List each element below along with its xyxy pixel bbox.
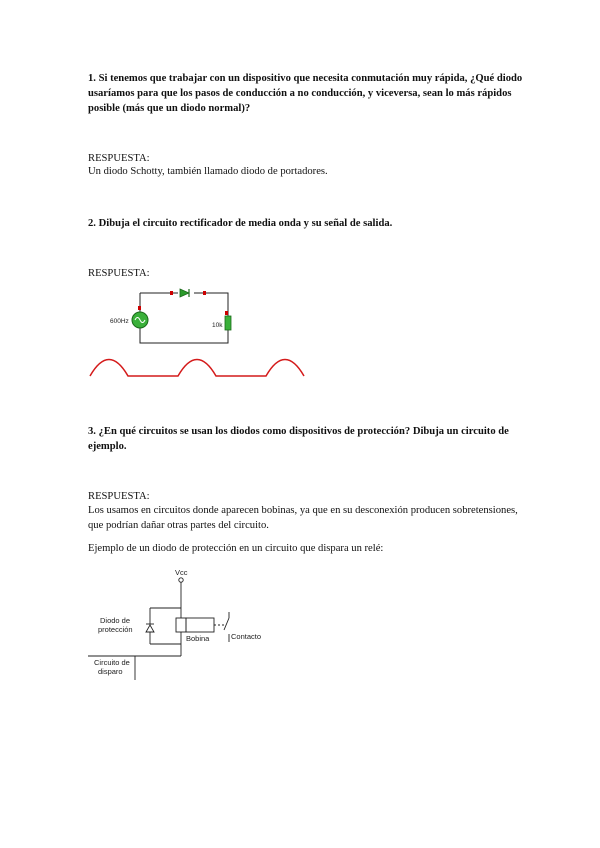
answer-3: Los usamos en circuitos donde aparecen bobinas, ya que en su desconexión producen sobretensiones, que podrían dañar otras partes del circuito. [88,505,518,531]
source-label: 600Hz [110,318,129,325]
answer-label-3: RESPUESTA: [88,491,150,502]
resistor-label: 10k [212,322,223,329]
protection-diode-icon [146,624,154,632]
answer-label-2: RESPUESTA: [88,268,150,279]
output-waveform [88,348,318,378]
trigger-label-line2: disparo [98,667,123,676]
contact-label: Contacto [231,632,262,641]
diode-label-line1: Diodo de [100,616,131,625]
question-1: 1. Si tenemos que trabajar con un dispositivo que necesita conmutación muy rápida, ¿Qué diodo usaríamos para que los pasos de conducción a no conducción, y viceversa, sean lo más rápidos posible (más que un diodo normal)? [88,73,523,114]
vcc-label: Vcc [175,568,188,577]
example-intro: Ejemplo de un diodo de protección en un circuito que dispara un relé: [88,543,384,554]
half-wave-rectifier-circuit [100,285,240,355]
answer-1: Un diodo Schotty, también llamado diodo de portadores. [88,166,328,177]
question-2: 2. Dibuja el circuito rectificador de media onda y su señal de salida. [88,218,393,229]
relay-protection-diagram [88,568,298,683]
diode-icon [178,289,194,297]
diode-label-line2: protección [98,625,133,634]
trigger-label-line1: Circuito de [94,658,130,667]
ac-source-icon [132,312,148,328]
coil-label: Bobina [186,634,210,643]
resistor-icon [225,316,231,330]
answer-label-1: RESPUESTA: [88,153,150,164]
question-3: 3. ¿En qué circuitos se usan los diodos como dispositivos de protección? Dibuja un circuito de ejemplo. [88,426,509,452]
